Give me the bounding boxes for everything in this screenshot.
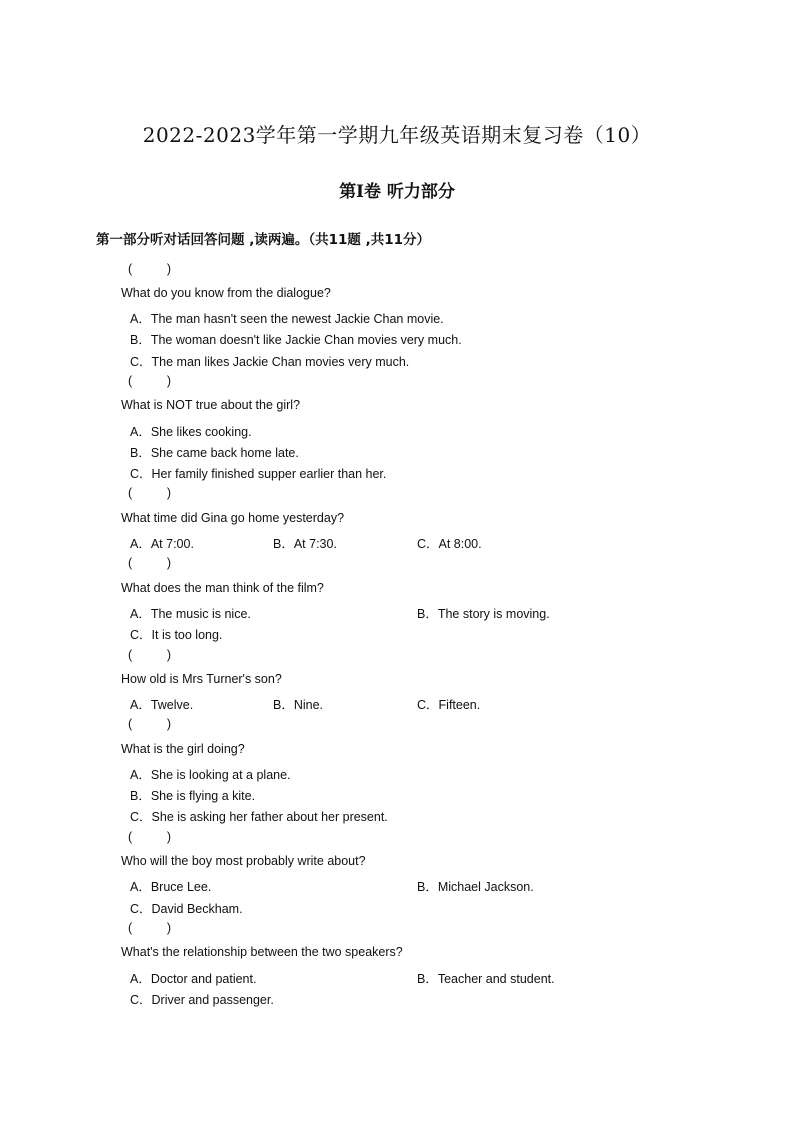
option-b: B．Teacher and student. bbox=[417, 972, 555, 986]
answer-blank[interactable]: ( ) bbox=[128, 921, 172, 935]
option-c: C．David Beckham. bbox=[130, 902, 243, 916]
option-c: C．Her family finished supper earlier than her. bbox=[130, 467, 387, 481]
answer-blank[interactable]: ( ) bbox=[128, 486, 172, 500]
question-stem: What do you know from the dialogue? bbox=[121, 286, 331, 300]
option-b: B．At 7:30. bbox=[273, 537, 337, 551]
option-b: B．Nine. bbox=[273, 698, 324, 712]
page-title: 2022-2023学年第一学期九年级英语期末复习卷（10） bbox=[142, 123, 652, 147]
option-a: A．Twelve. bbox=[130, 698, 194, 712]
answer-blank[interactable]: ( ) bbox=[128, 717, 172, 731]
question-stem: How old is Mrs Turner's son? bbox=[121, 672, 282, 686]
option-b: B．Michael Jackson. bbox=[417, 880, 534, 894]
option-a: A．At 7:00. bbox=[130, 537, 194, 551]
option-a: A．Doctor and patient. bbox=[130, 972, 257, 986]
answer-blank[interactable]: ( ) bbox=[128, 374, 172, 388]
option-b: B．She came back home late. bbox=[130, 446, 299, 460]
option-b: B．She is flying a kite. bbox=[130, 789, 256, 803]
question-stem: What time did Gina go home yesterday? bbox=[121, 511, 345, 525]
question-stem: What's the relationship between the two speakers? bbox=[121, 945, 403, 959]
question-stem: Who will the boy most probably write about? bbox=[121, 854, 366, 868]
answer-blank[interactable]: ( ) bbox=[128, 262, 172, 276]
option-c: C．At 8:00. bbox=[417, 537, 482, 551]
question-stem: What does the man think of the film? bbox=[121, 581, 324, 595]
option-a: A．Bruce Lee. bbox=[130, 880, 212, 894]
option-c: C．It is too long. bbox=[130, 628, 223, 642]
option-b: B．The story is moving. bbox=[417, 607, 550, 621]
option-c: C．Driver and passenger. bbox=[130, 993, 274, 1007]
option-c: C．She is asking her father about her present. bbox=[130, 810, 388, 824]
question-stem: What is the girl doing? bbox=[121, 742, 245, 756]
option-a: A．She is looking at a plane. bbox=[130, 768, 291, 782]
answer-blank[interactable]: ( ) bbox=[128, 648, 172, 662]
section-heading: 第一部分听对话回答问题 ,读两遍。（共11题 ,共11分） bbox=[96, 232, 430, 248]
option-c: C．Fifteen. bbox=[417, 698, 481, 712]
option-c: C．The man likes Jackie Chan movies very much. bbox=[130, 355, 410, 369]
option-a: A．She likes cooking. bbox=[130, 425, 252, 439]
option-b: B．The woman doesn't like Jackie Chan movies very much. bbox=[130, 333, 462, 347]
option-a: A．The music is nice. bbox=[130, 607, 251, 621]
answer-blank[interactable]: ( ) bbox=[128, 556, 172, 570]
option-a: A．The man hasn't seen the newest Jackie Chan movie. bbox=[130, 312, 444, 326]
answer-blank[interactable]: ( ) bbox=[128, 830, 172, 844]
part-subtitle: 第Ⅰ卷 听力部分 bbox=[339, 182, 455, 202]
question-stem: What is NOT true about the girl? bbox=[121, 398, 301, 412]
